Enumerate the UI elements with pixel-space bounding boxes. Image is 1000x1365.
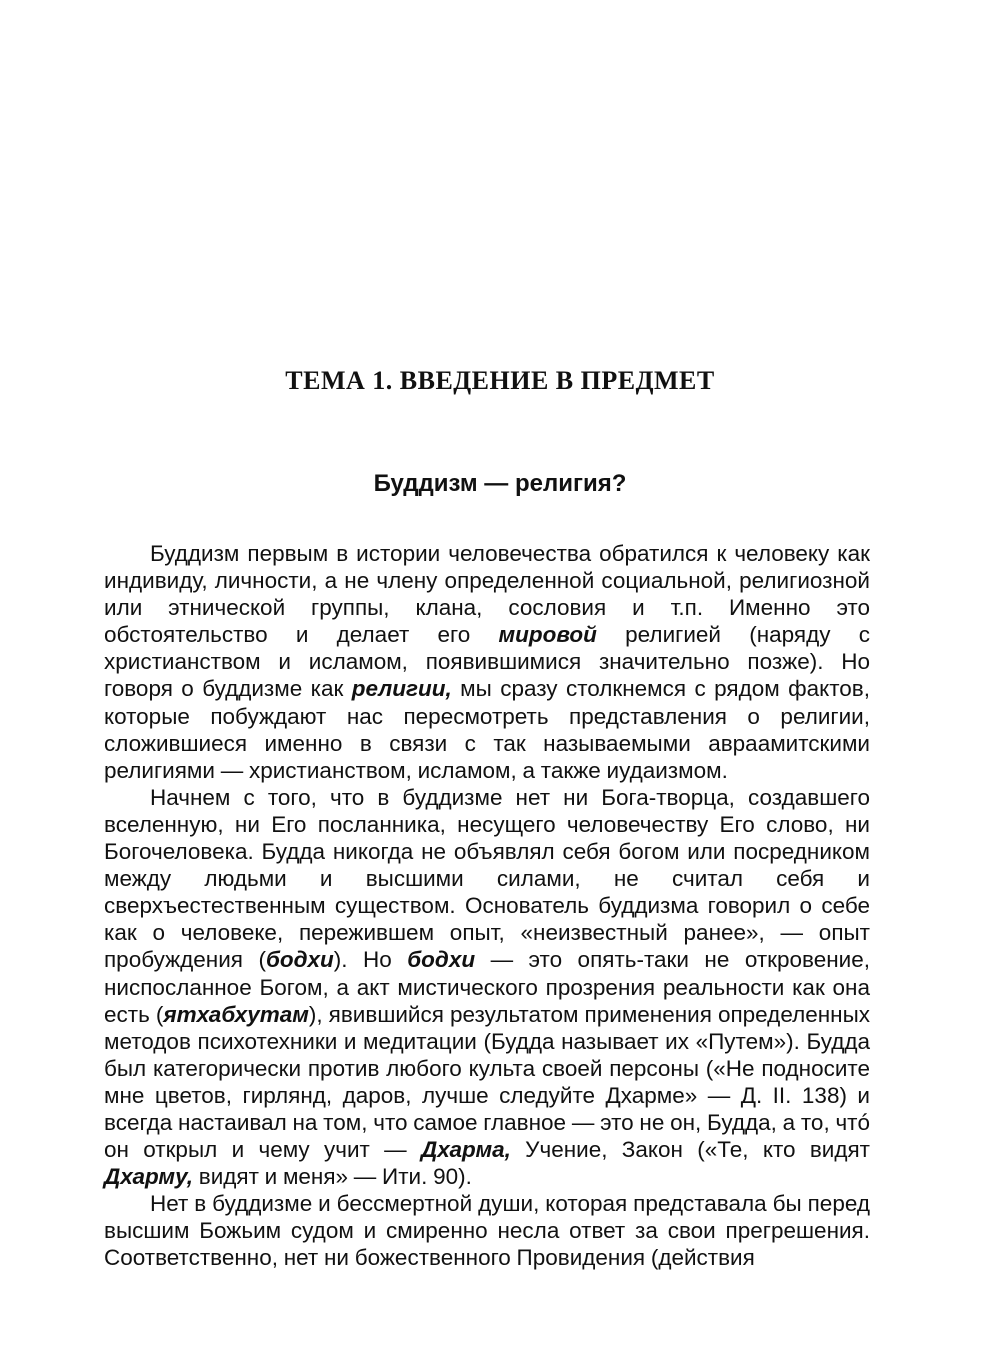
text-run: мы сразу столкнемся с рядом фактов, которые побуждают нас пересмотреть представления о религии, сложившиеся именно в связи с так называемыми авраамитскими религиями — христианством, исламом, а также иудаизмом. <box>104 676 870 783</box>
paragraph <box>104 540 870 784</box>
emphasis-term: бодхи <box>407 947 476 973</box>
text-run: видят и меня» — Ити. 90). <box>192 1164 472 1190</box>
chapter-title: ТЕМА 1. ВВЕДЕНИЕ В ПРЕДМЕТ <box>285 366 715 395</box>
section-title: Буддизм — религия? <box>373 470 627 497</box>
text-run: Начнем с того, что в буддизме нет ни Бога-творца, создавшего вселенную, ни Его посланника, несущего человечеству Его слово, ни Богочеловека. Будда никогда не объявлял себя богом или посредником между людьми и высшими силами, не считал себя и сверхъестественным существом. Основатель буддизма говорил о себе как о человеке, пережившем опыт, «неизвестный ранее», — опыт пробуждения ( <box>104 784 870 973</box>
text-run: Буддизм первым в истории человечества обратился к человеку как индивиду, личности, а не члену определенной социальной, религиозной или этнической группы, клана, сословия и т.п. Именно это обстоятельство и делает его <box>104 541 870 648</box>
text-run: Учение, Закон («Те, кто видят <box>510 1137 870 1163</box>
paragraph <box>104 784 870 1190</box>
text-run: ). Но <box>333 947 408 973</box>
emphasis-term: Дхарма, <box>421 1137 511 1163</box>
emphasis-term: религии, <box>351 676 452 702</box>
emphasis-term: ятхабхутам <box>163 1001 309 1027</box>
body-text <box>104 540 870 1272</box>
emphasis-term: Дхарму, <box>104 1164 193 1190</box>
emphasis-term: мировой <box>498 622 597 648</box>
paragraph <box>104 1190 870 1271</box>
text-run: религией (наряду с христианством и исламом, появившимися значительно позже). Но говоря о буддизме как <box>104 622 870 702</box>
emphasis-term: бодхи <box>265 947 334 973</box>
text-run: Нет в буддизме и бессмертной души, которая представала бы перед высшим Божьим судом и смиренно несла ответ за свои прегрешения. Соответственно, нет ни божественного Провидения (действия <box>104 1191 870 1271</box>
text-run: — это опять-таки не откровение, ниспосланное Богом, а акт мистического прозрения реальности как она есть ( <box>104 947 870 1027</box>
text-run: ), явившийся результатом применения определенных методов психотехники и медитации (Будда называет их «Путем»). Будда был категорически против любого культа своей персоны («Не подносите мне цветов, гирлянд, даров, лучше следуйте Дхарме» — Д. II. 138) и всегда настаивал на том, что самое главное — это не он, Будда, а то, чтó он открыл и чему учит — <box>104 1001 870 1163</box>
